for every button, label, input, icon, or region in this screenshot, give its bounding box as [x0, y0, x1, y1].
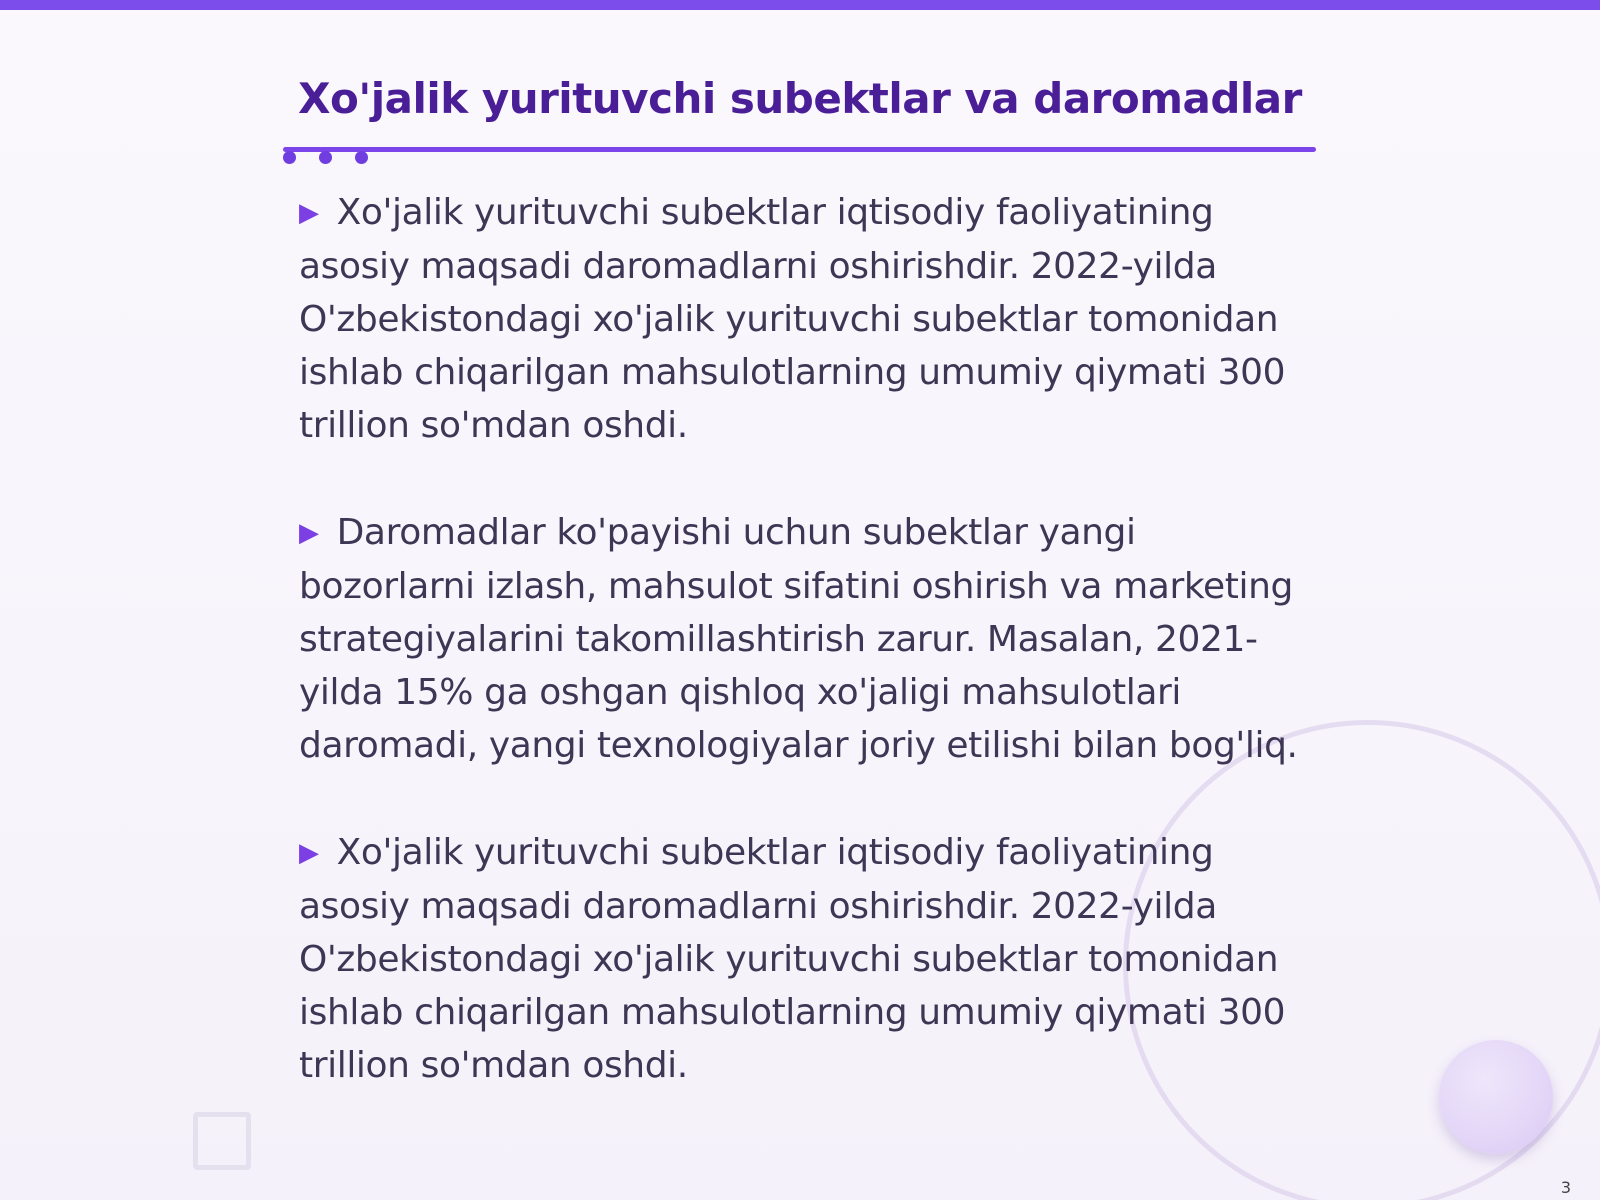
triangle-right-icon: ▶: [299, 838, 319, 868]
decorative-dot-icon: [283, 151, 296, 164]
bullet-list: [299, 186, 1319, 1146]
title-underline: [283, 147, 1316, 152]
decorative-circle-filled: [1439, 1040, 1553, 1154]
bullet-text: Xo'jalik yurituvchi subektlar iqtisodiy faoliyatining asosiy maqsadi daromadlarni oshirishdir. 2022-yilda O'zbekistondagi xo'jalik yurituvchi subektlar tomonidan ishlab chiqarilgan mahsulotlarning umumiy qiymati 300 trillion so'mdan oshdi.: [299, 192, 1286, 446]
decorative-square-outline: [193, 1112, 251, 1170]
bullet-item: [299, 186, 1319, 452]
triangle-right-icon: ▶: [299, 518, 319, 548]
slide-title: Xo'jalik yurituvchi subektlar va daromadlar: [298, 74, 1302, 123]
bullet-item: [299, 826, 1319, 1092]
page-number: 3: [1560, 1178, 1571, 1197]
bullet-text: Xo'jalik yurituvchi subektlar iqtisodiy faoliyatining asosiy maqsadi daromadlarni oshirishdir. 2022-yilda O'zbekistondagi xo'jalik yurituvchi subektlar tomonidan ishlab chiqarilgan mahsulotlarning umumiy qiymati 300 trillion so'mdan oshdi.: [299, 832, 1286, 1086]
decorative-dot-icon: [355, 151, 368, 164]
triangle-right-icon: ▶: [299, 198, 319, 228]
bullet-text: Daromadlar ko'payishi uchun subektlar yangi bozorlarni izlash, mahsulot sifatini oshirish va marketing strategiyalarini takomillashtirish zarur. Masalan, 2021-yilda 15% ga oshgan qishloq xo'jaligi mahsulotlari daromadi, yangi texnologiyalar joriy etilishi bilan bog'liq.: [299, 512, 1298, 766]
decorative-dot-icon: [319, 151, 332, 164]
bullet-item: [299, 506, 1319, 772]
top-accent-bar: [0, 0, 1600, 10]
